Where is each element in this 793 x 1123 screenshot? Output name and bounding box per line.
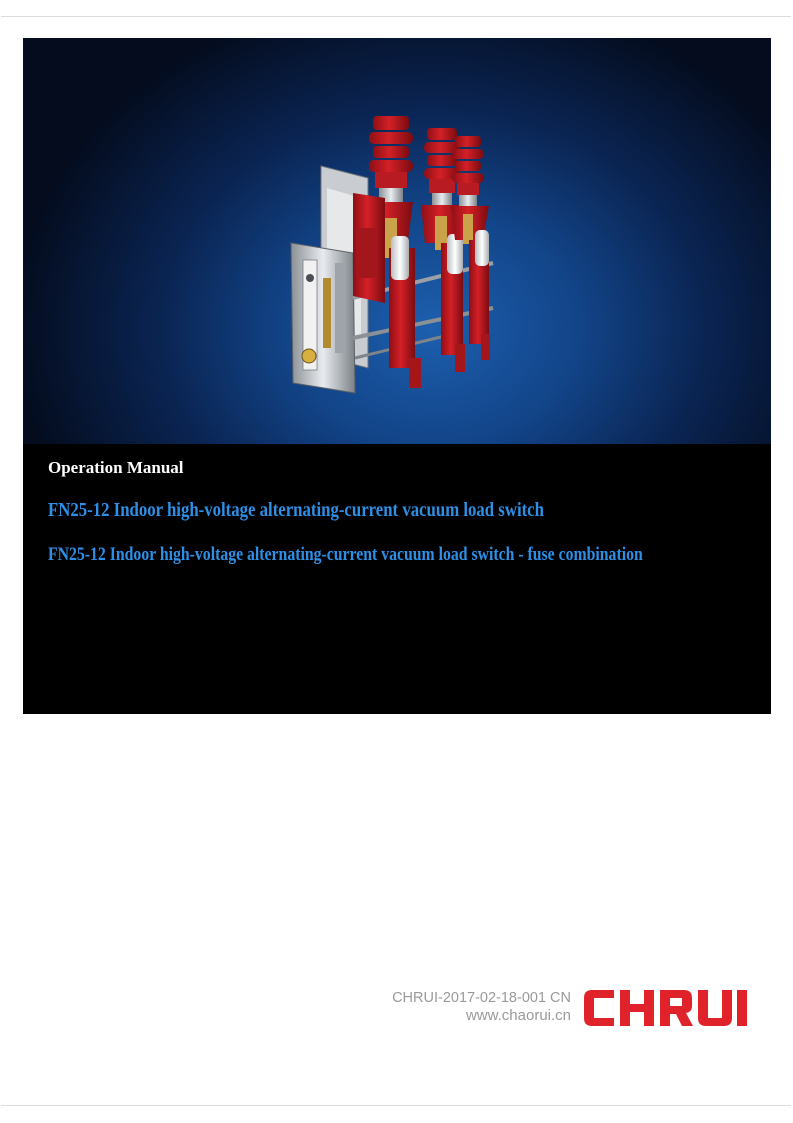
document-type: Operation Manual bbox=[48, 458, 184, 477]
footer-meta bbox=[392, 990, 571, 1024]
title-secondary: FN25-12 Indoor high-voltage alternating-current vacuum load switch - fuse combination bbox=[48, 544, 643, 565]
product-photo bbox=[23, 38, 771, 444]
document-code: CHRUI-2017-02-18-001 CN bbox=[392, 990, 571, 1006]
load-switch-illustration bbox=[23, 38, 771, 444]
cover-panel bbox=[23, 38, 771, 714]
title-primary: FN25-12 Indoor high-voltage alternating-current vacuum load switch bbox=[48, 500, 544, 521]
brand-logo bbox=[580, 986, 750, 1030]
website-link[interactable]: www.chaorui.cn bbox=[465, 1007, 571, 1024]
